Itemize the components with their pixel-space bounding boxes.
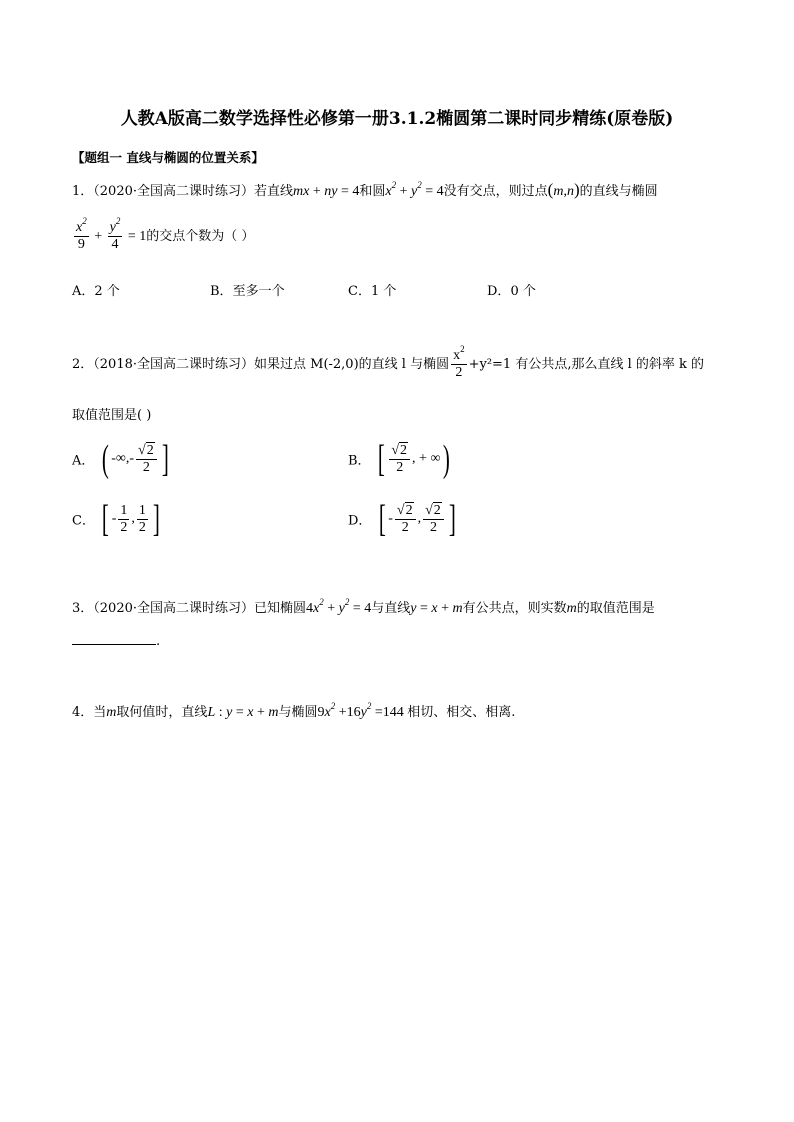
- question-1-option-b: B．至多一个: [210, 284, 285, 299]
- question-3-text: 的取值范围是: [576, 601, 655, 616]
- question-2-number: 2．: [72, 357, 94, 372]
- math-line-equation: mx: [293, 184, 310, 199]
- question-1-line-2: $\frac{x^2}{9}$ + $\frac{y^2}{4}$ = 1的交点个数为（ ）: [76, 216, 255, 252]
- question-4-text: 取何值时，直线: [116, 705, 208, 720]
- math-var-m: m: [566, 601, 577, 616]
- math-ellipse-9x2-16y2: 9: [317, 705, 325, 720]
- question-1-option-a: A．2 个: [72, 284, 120, 299]
- question-2-option-c: C． [ - $\frac{1}{2}$ , $\frac{1}{2}$ ]: [72, 500, 163, 538]
- question-2-option-b: B． [ $\frac{√2}{2}$ , + ∞): [348, 440, 453, 478]
- question-3-line-2: [72, 634, 160, 649]
- math-fraction-x2-over-2: $\frac{x^2}{2}$: [453, 344, 465, 380]
- math-fraction-y2-over-4: $\frac{y^2}{4}$: [109, 216, 121, 252]
- math-point-mn: (: [547, 180, 554, 199]
- page-title: 人教A版高二数学选择性必修第一册3.1.2椭圆第二课时同步精练(原卷版): [120, 109, 674, 129]
- question-1-text: 的交点个数为（ ）: [146, 229, 255, 244]
- question-2-text: +y²=1 有公共点,那么直线 l 的斜率 k 的: [468, 357, 705, 372]
- question-3-number: 3．: [72, 601, 94, 616]
- math-fraction-x2-over-9: $\frac{x^2}{9}$: [76, 216, 87, 252]
- question-1-text: 若直线: [254, 184, 294, 199]
- question-1-source: （2020·全国高二课时练习）: [93, 184, 254, 199]
- question-1-number: 1．: [72, 184, 94, 199]
- math-circle-equation: $x^2$: [385, 180, 397, 199]
- math-interval-b: [ $\frac{√2}{2}$ , + ∞): [377, 438, 451, 480]
- question-2-option-a: A． ( -∞,- $\frac{√2}{2}$ ]: [72, 440, 171, 478]
- question-3-text: 已知椭圆: [254, 601, 307, 616]
- math-var-m: m: [106, 705, 117, 720]
- question-3-source: （2020·全国高二课时练习）: [93, 601, 254, 616]
- question-4-text: 当: [93, 705, 107, 720]
- question-4-line-1: 4．当m取何值时，直线L : y = x + m与椭圆$9x^2 +16y^2 =144$ 相切、相交、相离.: [72, 701, 516, 720]
- math-ellipse-equation: 4: [306, 601, 314, 616]
- math-interval-c: [ - $\frac{1}{2}$ , $\frac{1}{2}$ ]: [101, 498, 160, 540]
- question-4-text: 相切、相交、相离.: [407, 705, 516, 720]
- question-1-line-1: 1．（2020·全国高二课时练习）若直线mx + ny = 4和圆$x^2 + y^2 = 4$没有交点，则过点(m,n)的直线与椭圆: [72, 180, 658, 199]
- question-2-text: 如果过点 M(-2,0)的直线 l 与椭圆: [254, 357, 450, 372]
- section-heading: 【题组一 直线与椭圆的位置关系】: [72, 150, 264, 165]
- question-2-option-d: D． [ - $\frac{√2}{2}$ , $\frac{√2}{2}$ ]: [348, 500, 458, 538]
- question-2-text: 取值范围是( ): [72, 408, 152, 423]
- math-line-y-x-m: y: [410, 601, 417, 616]
- question-2-line-1: [72, 344, 705, 381]
- math-interval-a: ( -∞,- $\frac{√2}{2}$ ]: [101, 438, 169, 480]
- question-3-line-1: 3．（2020·全国高二课时练习）已知椭圆$4x^2 + y^2 = 4$与直线y = x + m有公共点，则实数m的取值范围是: [72, 597, 655, 616]
- question-2-source: （2018·全国高二课时练习）: [93, 357, 254, 372]
- question-1-option-d: D．0 个: [487, 284, 536, 299]
- question-2-line-2: [72, 404, 151, 423]
- question-1-text: 没有交点，则过点: [443, 184, 548, 199]
- question-1-text: 的直线与椭圆: [579, 184, 658, 199]
- question-3-text: 有公共点，则实数: [462, 601, 567, 616]
- question-4-text: 与椭圆: [278, 705, 318, 720]
- question-3-end: .: [156, 634, 161, 649]
- answer-blank: [72, 644, 156, 645]
- math-interval-d: [ - $\frac{√2}{2}$ , $\frac{√2}{2}$ ]: [378, 498, 456, 540]
- math-line-l: L: [207, 705, 216, 720]
- question-1-option-c: C．1 个: [348, 284, 397, 299]
- question-4-number: 4．: [72, 705, 94, 720]
- question-3-text: 与直线: [371, 601, 411, 616]
- question-1-text: 和圆: [359, 184, 386, 199]
